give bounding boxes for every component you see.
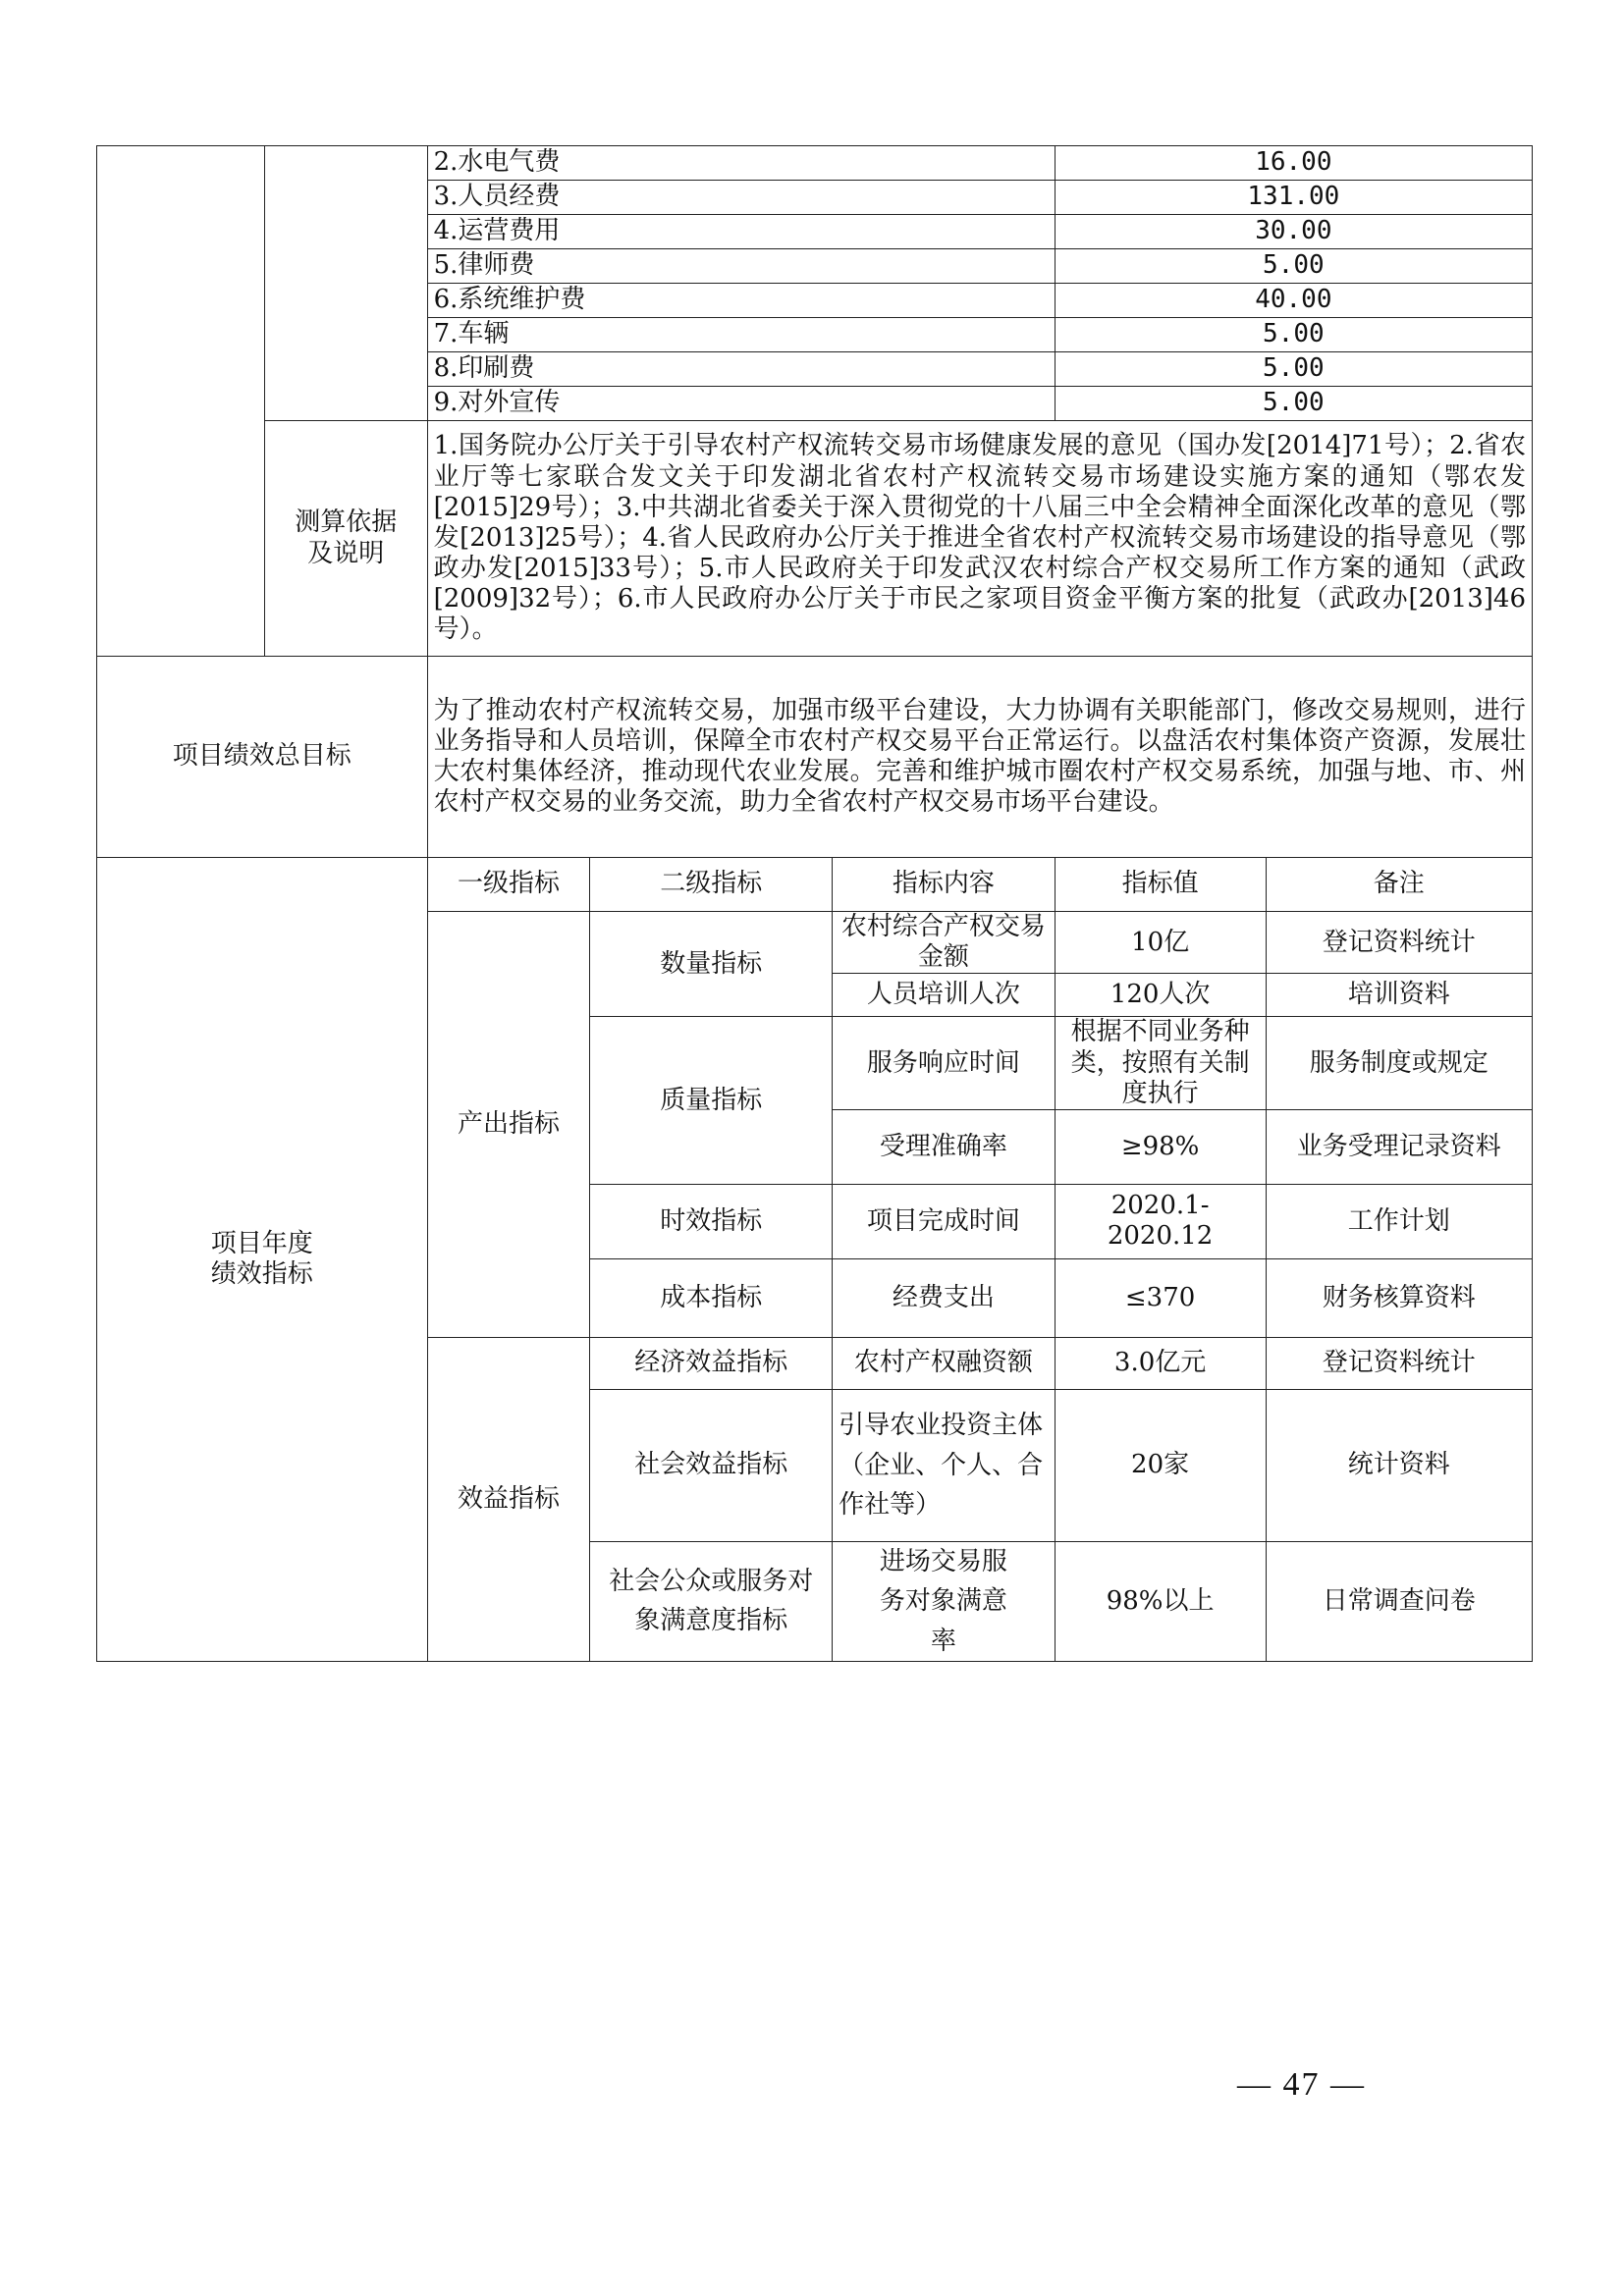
indicator-value: 20家 — [1055, 1389, 1266, 1541]
indicator-content: 引导农业投资主体（企业、个人、合作社等） — [833, 1389, 1056, 1541]
cost-item-amount: 40.00 — [1055, 284, 1532, 318]
timeliness-indicator-label: 时效指标 — [590, 1184, 833, 1258]
cost-item-amount: 5.00 — [1055, 352, 1532, 387]
indicator-value: 3.0亿元 — [1055, 1337, 1266, 1389]
cost-item-amount: 16.00 — [1055, 146, 1532, 181]
quantity-indicator-label: 数量指标 — [590, 912, 833, 1017]
social-indicator-label: 社会效益指标 — [590, 1389, 833, 1541]
cost-item-row — [97, 146, 1533, 181]
header-level1: 一级指标 — [427, 858, 590, 912]
cost-item-amount: 5.00 — [1055, 387, 1532, 421]
budget-performance-table — [96, 145, 1533, 1662]
indicator-value: 120人次 — [1055, 974, 1266, 1017]
indicator-note: 业务受理记录资料 — [1266, 1109, 1533, 1184]
cost-item-name: 6.系统维护费 — [427, 284, 1055, 318]
basis-label-line1: 测算依据 — [295, 507, 398, 538]
indicator-content: 农村综合产权交易金额 — [833, 912, 1056, 974]
indicator-content: 人员培训人次 — [833, 974, 1056, 1017]
cost-item-name: 3.人员经费 — [427, 181, 1055, 215]
indicator-note: 工作计划 — [1266, 1184, 1533, 1258]
indicator-value: 98%以上 — [1055, 1541, 1266, 1661]
indicator-value: 10亿 — [1055, 912, 1266, 974]
indicator-content: 农村产权融资额 — [833, 1337, 1056, 1389]
indicator-value: ≤370 — [1055, 1258, 1266, 1337]
project-label-cell — [97, 146, 265, 657]
basis-label — [264, 421, 427, 657]
cost-item-name: 2.水电气费 — [427, 146, 1055, 181]
basis-label-line2: 及说明 — [307, 538, 385, 568]
cost-item-amount: 5.00 — [1055, 249, 1532, 284]
indicator-content: 项目完成时间 — [833, 1184, 1056, 1258]
cost-item-name: 5.律师费 — [427, 249, 1055, 284]
goal-text: 为了推动农村产权流转交易，加强市级平台建设，大力协调有关职能部门，修改交易规则，进行业务指导和人员培训，保障全市农村产权交易平台正常运行。以盘活农村集体资产资源，发展壮大农村集体经济，推动现代农业发展。完善和维护城市圈农村产权交易系统，加强与地、市、州农村产权交易的业务交流，助力全省农村产权交易市场平台建设。 — [427, 657, 1532, 858]
indicators-label-line2: 绩效指标 — [210, 1258, 313, 1289]
cost-item-name: 7.车辆 — [427, 318, 1055, 352]
goal-label: 项目绩效总目标 — [97, 657, 428, 858]
cost-indicator-label: 成本指标 — [590, 1258, 833, 1337]
indicator-header-row — [97, 858, 1533, 912]
indicator-value: 根据不同业务种类，按照有关制度执行 — [1055, 1017, 1266, 1110]
indicator-note: 统计资料 — [1266, 1389, 1533, 1541]
indicator-content: 经费支出 — [833, 1258, 1056, 1337]
header-content: 指标内容 — [833, 858, 1056, 912]
header-level2: 二级指标 — [590, 858, 833, 912]
cost-item-amount: 131.00 — [1055, 181, 1532, 215]
indicator-note: 服务制度或规定 — [1266, 1017, 1533, 1110]
quality-indicator-label: 质量指标 — [590, 1017, 833, 1185]
cost-category-cell — [264, 146, 427, 421]
indicator-value: ≥98% — [1055, 1109, 1266, 1184]
benefit-indicator-label: 效益指标 — [427, 1337, 590, 1661]
basis-text: 1.国务院办公厅关于引导农村产权流转交易市场健康发展的意见（国办发[2014]71号）；2.省农业厅等七家联合发文关于印发湖北省农村产权流转交易市场建设实施方案的通知（鄂农发[2015]29号）；3.中共湖北省委关于深入贯彻党的十八届三中全会精神全面深化改革的意见（鄂发[2013]25号）；4.省人民政府办公厅关于推进全省农村产权流转交易市场建设的指导意见（鄂政办发[2015]33号）；5.市人民政府关于印发武汉农村综合产权交易所工作方案的通知（武政[2009]32号）；6.市人民政府办公厅关于市民之家项目资金平衡方案的批复（武政办[2013]46号）。 — [427, 421, 1532, 657]
indicator-content: 服务响应时间 — [833, 1017, 1056, 1110]
output-indicator-label: 产出指标 — [427, 912, 590, 1338]
cost-item-amount: 5.00 — [1055, 318, 1532, 352]
indicator-content: 受理准确率 — [833, 1109, 1056, 1184]
indicator-note: 登记资料统计 — [1266, 912, 1533, 974]
indicator-value: 2020.1-2020.12 — [1055, 1184, 1266, 1258]
indicator-note: 日常调查问卷 — [1266, 1541, 1533, 1661]
cost-item-amount: 30.00 — [1055, 215, 1532, 249]
indicators-label — [97, 858, 428, 1662]
indicator-note: 登记资料统计 — [1266, 1337, 1533, 1389]
header-note: 备注 — [1266, 858, 1533, 912]
cost-item-name: 9.对外宣传 — [427, 387, 1055, 421]
economic-indicator-label: 经济效益指标 — [590, 1337, 833, 1389]
page-number: — 47 — — [1237, 2066, 1366, 2103]
basis-row — [97, 421, 1533, 657]
indicators-label-line1: 项目年度 — [210, 1228, 313, 1258]
cost-item-name: 4.运营费用 — [427, 215, 1055, 249]
indicator-note: 财务核算资料 — [1266, 1258, 1533, 1337]
goal-row — [97, 657, 1533, 858]
cost-item-name: 8.印刷费 — [427, 352, 1055, 387]
header-value: 指标值 — [1055, 858, 1266, 912]
indicator-note: 培训资料 — [1266, 974, 1533, 1017]
satisfaction-indicator-label: 社会公众或服务对象满意度指标 — [590, 1541, 833, 1661]
indicator-content: 进场交易服务对象满意率 — [833, 1541, 1056, 1661]
